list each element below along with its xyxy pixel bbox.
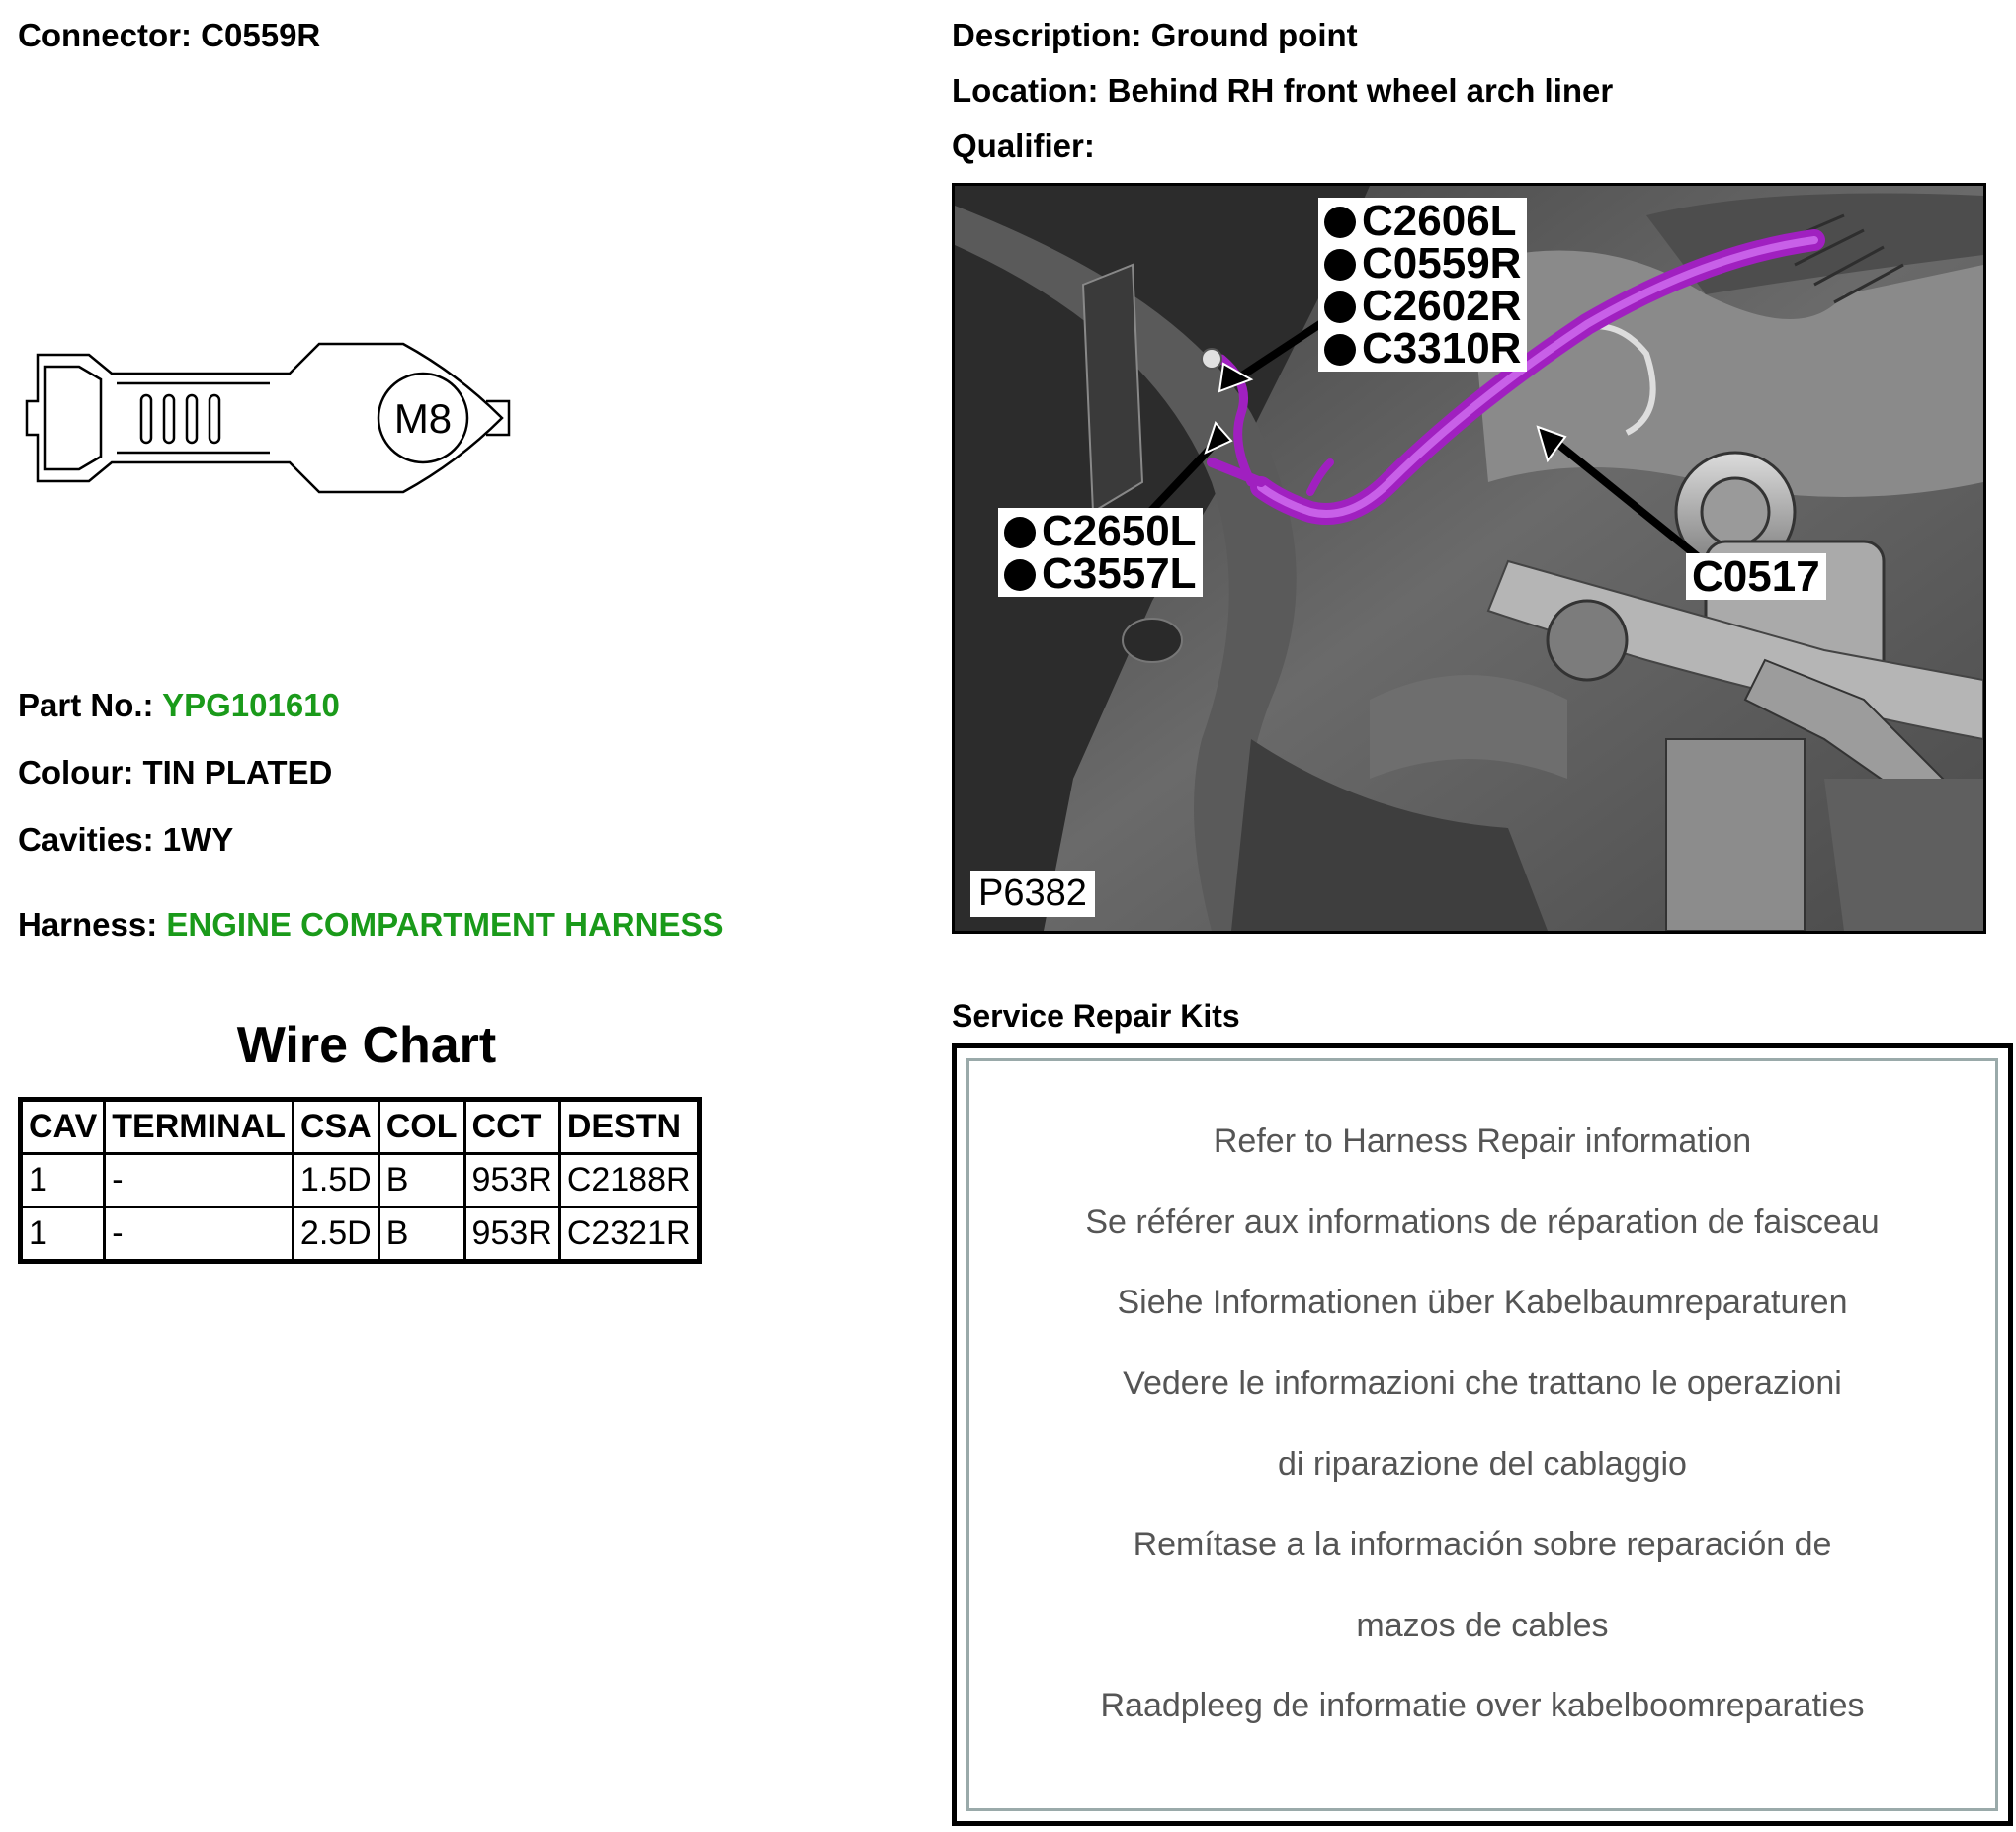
- table-cell-terminal: -: [105, 1207, 294, 1262]
- connector-line: [18, 17, 320, 54]
- kit-line: Raadpleeg de informatie over kabelboomreparaties: [1100, 1687, 1865, 1724]
- bullet-dot-icon: [1004, 517, 1036, 548]
- part-label: Part No.:: [18, 687, 154, 723]
- table-row: [21, 1207, 700, 1262]
- callout-ref-text: C2602R: [1362, 282, 1522, 330]
- callout-ref-text: C3310R: [1362, 324, 1522, 373]
- bullet-dot-icon: [1324, 291, 1356, 323]
- callout-right[interactable]: [1686, 553, 1826, 600]
- qualifier-label: Qualifier:: [952, 127, 1095, 164]
- table-cell-destn[interactable]: C2188R: [559, 1154, 699, 1207]
- callout-ref-text: C3557L: [1042, 549, 1197, 598]
- location-photo: [952, 183, 1986, 934]
- ring-terminal-drawing: [18, 334, 517, 502]
- column-header-terminal: TERMINAL: [105, 1100, 294, 1154]
- cavities-value: 1WY: [162, 821, 234, 858]
- callout-ref-text: C0517: [1692, 552, 1820, 601]
- callout-ref-text: C2650L: [1042, 507, 1197, 555]
- colour-line: [18, 754, 332, 791]
- colour-label: Colour:: [18, 754, 134, 791]
- wire-chart-title: Wire Chart: [236, 1017, 497, 1074]
- callout-ref[interactable]: [1324, 282, 1522, 330]
- callout-top: [1318, 198, 1527, 372]
- table-row: [21, 1154, 700, 1207]
- connector-label: Connector:: [18, 17, 192, 53]
- callout-ref[interactable]: [1324, 324, 1522, 373]
- kit-line: Se référer aux informations de réparation de faisceau: [1085, 1204, 1880, 1241]
- table-cell-csa: 2.5D: [293, 1207, 378, 1262]
- service-kits-panel: [952, 1043, 2013, 1826]
- harness-label: Harness:: [18, 906, 158, 943]
- column-header-destn: DESTN: [559, 1100, 699, 1154]
- table-cell-cct: 953R: [464, 1207, 559, 1262]
- callout-left: [998, 508, 1203, 597]
- bullet-dot-icon: [1324, 249, 1356, 281]
- service-kits-title: Service Repair Kits: [952, 998, 1240, 1034]
- table-cell-col: B: [378, 1154, 464, 1207]
- service-kits-inner: [966, 1058, 1998, 1811]
- part-line: [18, 687, 340, 724]
- callout-ref[interactable]: [1004, 507, 1197, 555]
- location-value: Behind RH front wheel arch liner: [1107, 72, 1614, 109]
- table-cell-destn[interactable]: C2321R: [559, 1207, 699, 1262]
- qualifier-line: [952, 127, 1095, 165]
- part-number-link[interactable]: YPG101610: [162, 687, 340, 723]
- column-header-col: COL: [378, 1100, 464, 1154]
- kit-line: di riparazione del cablaggio: [1278, 1446, 1687, 1483]
- description-line: [952, 17, 1358, 54]
- location-line: [952, 72, 1613, 110]
- table-cell-terminal: -: [105, 1154, 294, 1207]
- stud-size-label: M8: [393, 395, 453, 442]
- table-cell-cct: 953R: [464, 1154, 559, 1207]
- cavities-line: [18, 821, 233, 859]
- column-header-cav: CAV: [21, 1100, 105, 1154]
- table-cell-csa: 1.5D: [293, 1154, 378, 1207]
- table-cell-cav: 1: [21, 1207, 105, 1262]
- column-header-csa: CSA: [293, 1100, 378, 1154]
- table-cell-col: B: [378, 1207, 464, 1262]
- colour-value: TIN PLATED: [142, 754, 333, 791]
- description-value: Ground point: [1150, 17, 1358, 53]
- connector-value: C0559R: [201, 17, 321, 53]
- column-header-cct: CCT: [464, 1100, 559, 1154]
- photo-code: P6382: [970, 871, 1095, 917]
- description-label: Description:: [952, 17, 1142, 53]
- bullet-dot-icon: [1004, 559, 1036, 591]
- callout-ref-text: C2606L: [1362, 197, 1517, 245]
- harness-link[interactable]: ENGINE COMPARTMENT HARNESS: [166, 906, 724, 943]
- bullet-dot-icon: [1324, 207, 1356, 238]
- kit-line: Remítase a la información sobre reparación de: [1133, 1526, 1832, 1563]
- wire-chart-header-row: [21, 1100, 700, 1154]
- callout-ref[interactable]: [1324, 239, 1522, 288]
- table-cell-cav: 1: [21, 1154, 105, 1207]
- cavities-label: Cavities:: [18, 821, 154, 858]
- bullet-dot-icon: [1324, 334, 1356, 366]
- wire-chart-table: [18, 1097, 702, 1264]
- location-label: Location:: [952, 72, 1099, 109]
- callout-ref-text: C0559R: [1362, 239, 1522, 288]
- kit-line: mazos de cables: [1356, 1607, 1609, 1644]
- callout-ref[interactable]: [1004, 549, 1197, 598]
- kit-line: Siehe Informationen über Kabelbaumreparaturen: [1117, 1284, 1848, 1321]
- kit-line: Vedere le informazioni che trattano le operazioni: [1123, 1365, 1842, 1402]
- callout-ref[interactable]: [1324, 197, 1521, 245]
- kit-line: Refer to Harness Repair information: [1213, 1123, 1752, 1160]
- harness-line: [18, 906, 723, 944]
